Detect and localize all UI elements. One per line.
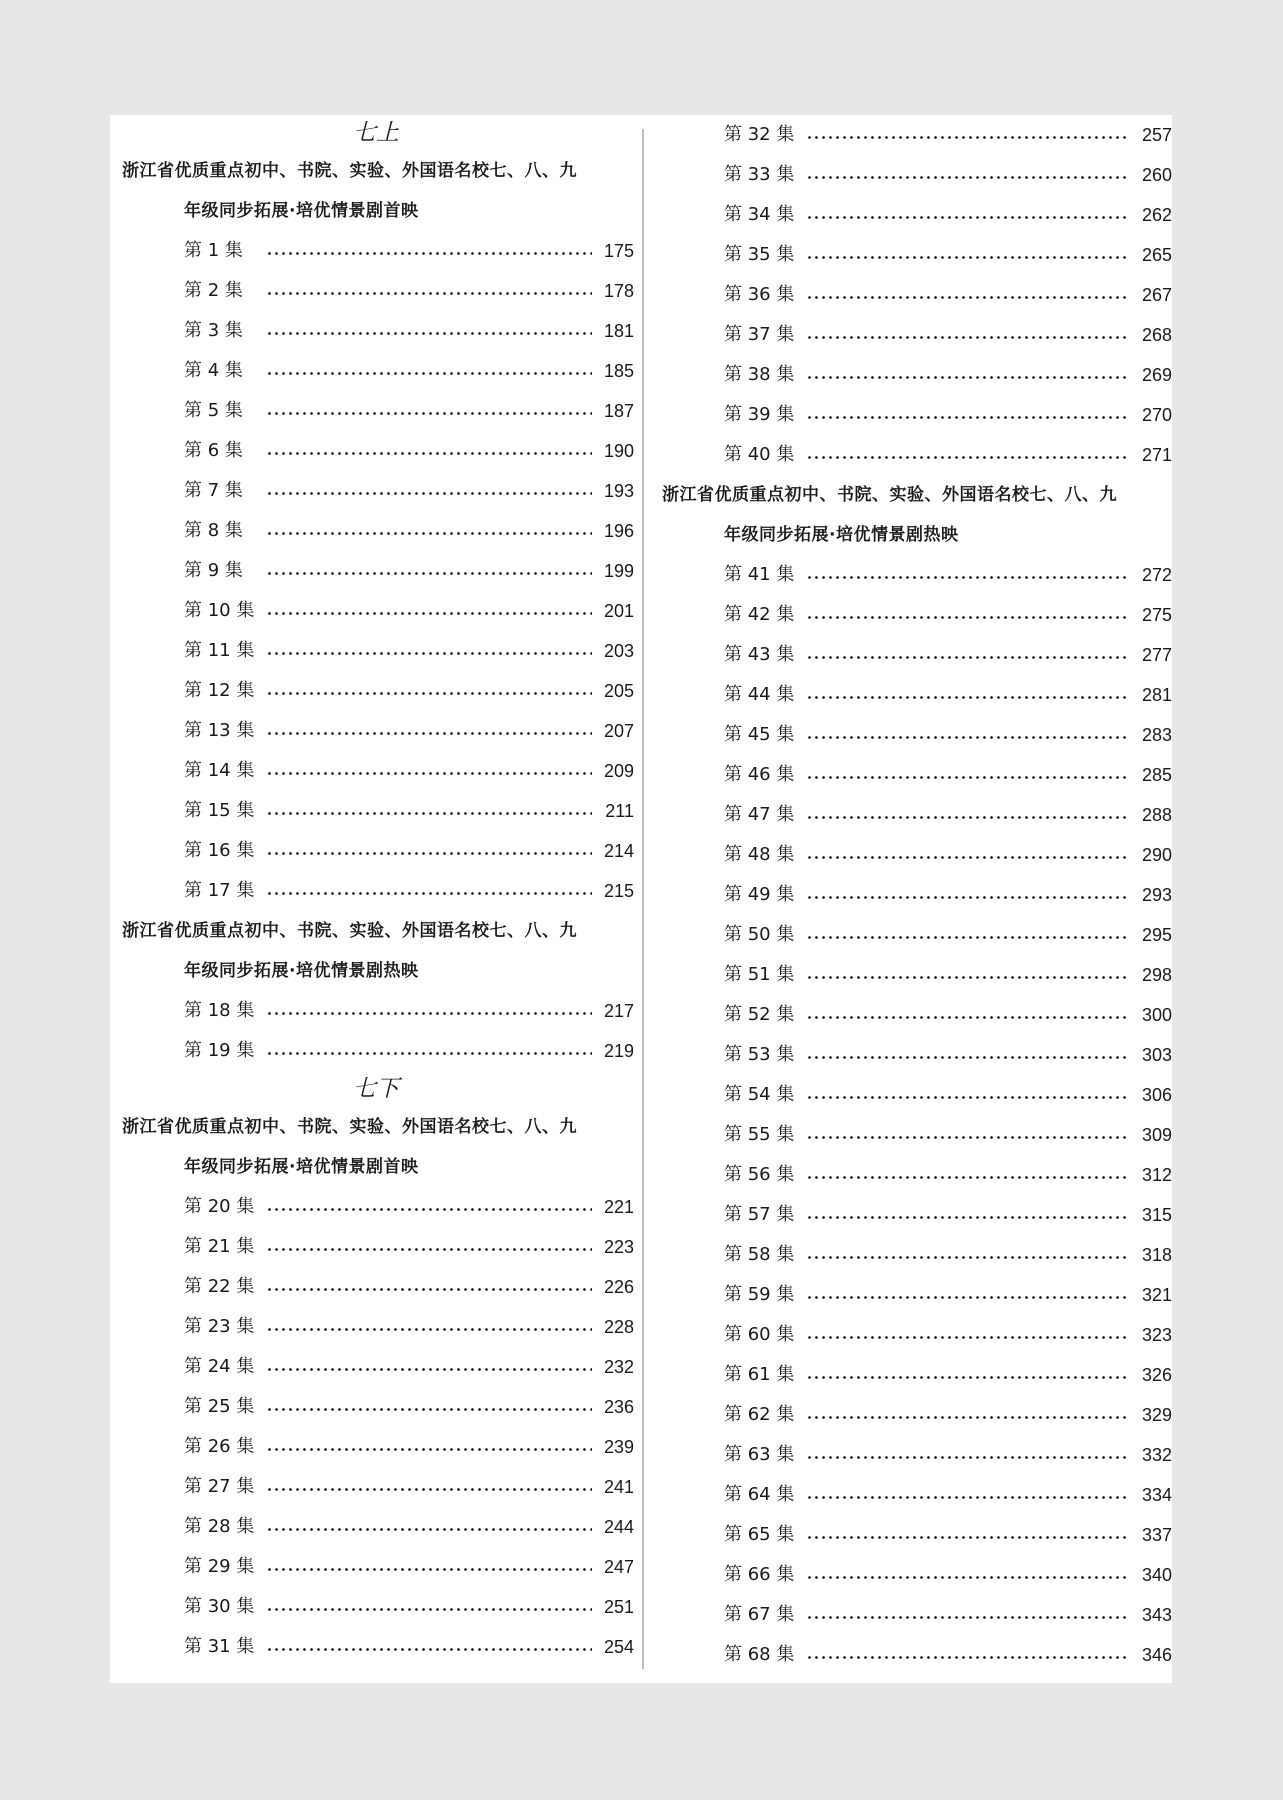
toc-entry[interactable] bbox=[724, 875, 1172, 915]
page-number: 209 bbox=[603, 761, 634, 781]
section-title: 七下 bbox=[353, 1076, 399, 1102]
page-number: 332 bbox=[1141, 1445, 1172, 1465]
page-number: 346 bbox=[1141, 1645, 1172, 1665]
page-number: 251 bbox=[603, 1597, 634, 1617]
toc-entry[interactable] bbox=[724, 1355, 1172, 1395]
page-number: 300 bbox=[1141, 1005, 1172, 1025]
dot-leader bbox=[806, 1456, 1130, 1459]
episode-label: 第 1 集 bbox=[184, 240, 243, 261]
section-heading-line1: 浙江省优质重点初中、书院、实验、外国语名校七、八、九 bbox=[122, 161, 577, 181]
page-number: 244 bbox=[603, 1517, 634, 1537]
toc-entry[interactable] bbox=[724, 1035, 1172, 1075]
episode-label: 第 50 集 bbox=[724, 924, 795, 945]
toc-entry[interactable] bbox=[184, 431, 634, 471]
dot-leader bbox=[806, 376, 1130, 379]
dot-leader bbox=[266, 1208, 592, 1211]
dot-leader bbox=[806, 1336, 1130, 1339]
episode-label: 第 25 集 bbox=[184, 1396, 255, 1417]
episode-label: 第 14 集 bbox=[184, 760, 255, 781]
page-number: 232 bbox=[603, 1357, 634, 1377]
dot-leader bbox=[806, 256, 1130, 259]
toc-entry[interactable] bbox=[184, 391, 634, 431]
dot-leader bbox=[266, 692, 592, 695]
page-number: 288 bbox=[1141, 805, 1172, 825]
dot-leader bbox=[806, 456, 1130, 459]
dot-leader bbox=[806, 1096, 1130, 1099]
dot-leader bbox=[266, 892, 592, 895]
episode-label: 第 2 集 bbox=[184, 280, 243, 301]
toc-entry[interactable] bbox=[184, 271, 634, 311]
toc-entry[interactable] bbox=[184, 551, 634, 591]
episode-label: 第 20 集 bbox=[184, 1196, 255, 1217]
page-number: 254 bbox=[603, 1637, 634, 1657]
episode-label: 第 9 集 bbox=[184, 560, 243, 581]
episode-label: 第 3 集 bbox=[184, 320, 243, 341]
section-title: 七上 bbox=[353, 120, 399, 146]
dot-leader bbox=[266, 812, 592, 815]
section-heading-line1: 浙江省优质重点初中、书院、实验、外国语名校七、八、九 bbox=[122, 1117, 577, 1137]
dot-leader bbox=[806, 416, 1130, 419]
dot-leader bbox=[806, 1176, 1130, 1179]
episode-label: 第 33 集 bbox=[724, 164, 795, 185]
page-number: 271 bbox=[1141, 445, 1172, 465]
toc-entry[interactable] bbox=[724, 555, 1172, 595]
episode-label: 第 11 集 bbox=[184, 640, 255, 661]
page-number: 203 bbox=[603, 641, 634, 661]
page-number: 293 bbox=[1141, 885, 1172, 905]
toc-entry[interactable] bbox=[724, 1395, 1172, 1435]
page-number: 303 bbox=[1141, 1045, 1172, 1065]
toc-entry[interactable] bbox=[724, 275, 1172, 315]
toc-entry[interactable] bbox=[184, 631, 634, 671]
dot-leader bbox=[266, 652, 592, 655]
dot-leader bbox=[266, 1528, 592, 1531]
dot-leader bbox=[266, 1328, 592, 1331]
dot-leader bbox=[266, 732, 592, 735]
episode-label: 第 46 集 bbox=[724, 764, 795, 785]
toc-entry[interactable] bbox=[724, 595, 1172, 635]
page-number: 214 bbox=[603, 841, 634, 861]
episode-label: 第 27 集 bbox=[184, 1476, 255, 1497]
toc-entry[interactable] bbox=[184, 591, 634, 631]
page-number: 241 bbox=[603, 1477, 634, 1497]
page-number: 334 bbox=[1141, 1485, 1172, 1505]
episode-label: 第 60 集 bbox=[724, 1324, 795, 1345]
toc-page bbox=[110, 115, 1172, 1683]
dot-leader bbox=[806, 1136, 1130, 1139]
toc-entry[interactable] bbox=[184, 1347, 634, 1387]
section-heading-line2: 年级同步拓展·培优情景剧热映 bbox=[184, 961, 419, 981]
toc-entry[interactable] bbox=[724, 235, 1172, 275]
toc-entry[interactable] bbox=[724, 1555, 1172, 1595]
episode-label: 第 48 集 bbox=[724, 844, 795, 865]
episode-label: 第 58 集 bbox=[724, 1244, 795, 1265]
page-number: 196 bbox=[603, 521, 634, 541]
page-number: 306 bbox=[1141, 1085, 1172, 1105]
dot-leader bbox=[806, 1056, 1130, 1059]
dot-leader bbox=[806, 136, 1130, 139]
dot-leader bbox=[806, 656, 1130, 659]
dot-leader bbox=[266, 1408, 592, 1411]
episode-label: 第 23 集 bbox=[184, 1316, 255, 1337]
dot-leader bbox=[266, 1248, 592, 1251]
episode-label: 第 28 集 bbox=[184, 1516, 255, 1537]
dot-leader bbox=[806, 976, 1130, 979]
page-number: 190 bbox=[603, 441, 634, 461]
toc-entry[interactable] bbox=[724, 1115, 1172, 1155]
toc-entry[interactable] bbox=[724, 635, 1172, 675]
toc-entry[interactable] bbox=[724, 115, 1172, 155]
dot-leader bbox=[266, 1288, 592, 1291]
page-number: 295 bbox=[1141, 925, 1172, 945]
episode-label: 第 29 集 bbox=[184, 1556, 255, 1577]
dot-leader bbox=[266, 612, 592, 615]
toc-entry[interactable] bbox=[724, 1275, 1172, 1315]
page-number: 185 bbox=[603, 361, 634, 381]
toc-entry[interactable] bbox=[724, 915, 1172, 955]
episode-label: 第 13 集 bbox=[184, 720, 255, 741]
toc-entry[interactable] bbox=[724, 675, 1172, 715]
episode-label: 第 53 集 bbox=[724, 1044, 795, 1065]
section-heading-line1: 浙江省优质重点初中、书院、实验、外国语名校七、八、九 bbox=[662, 485, 1117, 505]
episode-label: 第 51 集 bbox=[724, 964, 795, 985]
page-number: 285 bbox=[1141, 765, 1172, 785]
dot-leader bbox=[806, 1376, 1130, 1379]
dot-leader bbox=[266, 1368, 592, 1371]
episode-label: 第 26 集 bbox=[184, 1436, 255, 1457]
dot-leader bbox=[266, 772, 592, 775]
page-number: 201 bbox=[603, 601, 634, 621]
dot-leader bbox=[266, 1648, 592, 1651]
page-number: 223 bbox=[603, 1237, 634, 1257]
episode-label: 第 7 集 bbox=[184, 480, 243, 501]
dot-leader bbox=[806, 696, 1130, 699]
dot-leader bbox=[266, 1012, 592, 1015]
episode-label: 第 65 集 bbox=[724, 1524, 795, 1545]
page-number: 219 bbox=[603, 1041, 634, 1061]
toc-entry[interactable] bbox=[724, 1315, 1172, 1355]
section-heading-line2: 年级同步拓展·培优情景剧首映 bbox=[184, 201, 419, 221]
episode-label: 第 49 集 bbox=[724, 884, 795, 905]
section-heading-line2: 年级同步拓展·培优情景剧首映 bbox=[184, 1157, 419, 1177]
episode-label: 第 4 集 bbox=[184, 360, 243, 381]
toc-entry[interactable] bbox=[184, 871, 634, 911]
episode-label: 第 17 集 bbox=[184, 880, 255, 901]
toc-entry[interactable] bbox=[724, 955, 1172, 995]
dot-leader bbox=[806, 1216, 1130, 1219]
dot-leader bbox=[266, 492, 592, 495]
page-number: 181 bbox=[603, 321, 634, 341]
page-number: 272 bbox=[1141, 565, 1172, 585]
page-number: 309 bbox=[1141, 1125, 1172, 1145]
dot-leader bbox=[266, 332, 592, 335]
episode-label: 第 5 集 bbox=[184, 400, 243, 421]
toc-entry[interactable] bbox=[184, 671, 634, 711]
dot-leader bbox=[806, 896, 1130, 899]
episode-label: 第 42 集 bbox=[724, 604, 795, 625]
page-number: 221 bbox=[603, 1197, 634, 1217]
dot-leader bbox=[266, 1448, 592, 1451]
dot-leader bbox=[266, 452, 592, 455]
episode-label: 第 45 集 bbox=[724, 724, 795, 745]
toc-entry[interactable] bbox=[724, 1155, 1172, 1195]
toc-entry[interactable] bbox=[184, 1547, 634, 1587]
episode-label: 第 41 集 bbox=[724, 564, 795, 585]
episode-label: 第 68 集 bbox=[724, 1644, 795, 1665]
page-number: 318 bbox=[1141, 1245, 1172, 1265]
toc-entry[interactable] bbox=[724, 155, 1172, 195]
page-number: 247 bbox=[603, 1557, 634, 1577]
episode-label: 第 22 集 bbox=[184, 1276, 255, 1297]
dot-leader bbox=[266, 532, 592, 535]
episode-label: 第 10 集 bbox=[184, 600, 255, 621]
toc-entry[interactable] bbox=[724, 1635, 1172, 1675]
page-number: 312 bbox=[1141, 1165, 1172, 1185]
section-heading-line1: 浙江省优质重点初中、书院、实验、外国语名校七、八、九 bbox=[122, 921, 577, 941]
page-number: 239 bbox=[603, 1437, 634, 1457]
toc-entry[interactable] bbox=[724, 755, 1172, 795]
dot-leader bbox=[266, 412, 592, 415]
episode-label: 第 47 集 bbox=[724, 804, 795, 825]
page-number: 207 bbox=[603, 721, 634, 741]
toc-entry[interactable] bbox=[724, 1075, 1172, 1115]
toc-entry[interactable] bbox=[724, 1235, 1172, 1275]
section-heading-line2: 年级同步拓展·培优情景剧热映 bbox=[724, 525, 959, 545]
page-number: 211 bbox=[605, 801, 634, 821]
toc-entry[interactable] bbox=[184, 1187, 634, 1227]
toc-entry[interactable] bbox=[184, 751, 634, 791]
page-number: 277 bbox=[1141, 645, 1172, 665]
episode-label: 第 12 集 bbox=[184, 680, 255, 701]
dot-leader bbox=[806, 616, 1130, 619]
episode-label: 第 6 集 bbox=[184, 440, 243, 461]
dot-leader bbox=[806, 176, 1130, 179]
episode-label: 第 18 集 bbox=[184, 1000, 255, 1021]
dot-leader bbox=[266, 1568, 592, 1571]
toc-entry[interactable] bbox=[724, 1475, 1172, 1515]
page-number: 290 bbox=[1141, 845, 1172, 865]
page-number: 268 bbox=[1141, 325, 1172, 345]
dot-leader bbox=[266, 1052, 592, 1055]
toc-entry[interactable] bbox=[724, 395, 1172, 435]
episode-label: 第 16 集 bbox=[184, 840, 255, 861]
page-number: 340 bbox=[1141, 1565, 1172, 1585]
page-number: 178 bbox=[603, 281, 634, 301]
toc-entry[interactable] bbox=[724, 1595, 1172, 1635]
toc-entry[interactable] bbox=[184, 1507, 634, 1547]
dot-leader bbox=[266, 1488, 592, 1491]
dot-leader bbox=[806, 1256, 1130, 1259]
page-number: 262 bbox=[1141, 205, 1172, 225]
page-number: 199 bbox=[603, 561, 634, 581]
episode-label: 第 38 集 bbox=[724, 364, 795, 385]
episode-label: 第 62 集 bbox=[724, 1404, 795, 1425]
page-number: 315 bbox=[1141, 1205, 1172, 1225]
toc-entry[interactable] bbox=[724, 715, 1172, 755]
page-number: 323 bbox=[1141, 1325, 1172, 1345]
page-number: 205 bbox=[603, 681, 634, 701]
page-number: 228 bbox=[603, 1317, 634, 1337]
page-number: 321 bbox=[1141, 1285, 1172, 1305]
toc-entry[interactable] bbox=[184, 1627, 634, 1667]
episode-label: 第 19 集 bbox=[184, 1040, 255, 1061]
episode-label: 第 35 集 bbox=[724, 244, 795, 265]
dot-leader bbox=[806, 1416, 1130, 1419]
dot-leader bbox=[266, 292, 592, 295]
episode-label: 第 30 集 bbox=[184, 1596, 255, 1617]
dot-leader bbox=[806, 296, 1130, 299]
toc-entry[interactable] bbox=[724, 355, 1172, 395]
page-number: 270 bbox=[1141, 405, 1172, 425]
page-number: 337 bbox=[1141, 1525, 1172, 1545]
page-number: 193 bbox=[603, 481, 634, 501]
dot-leader bbox=[806, 1576, 1130, 1579]
toc-entry[interactable] bbox=[184, 991, 634, 1031]
page-number: 269 bbox=[1141, 365, 1172, 385]
page-number: 275 bbox=[1141, 605, 1172, 625]
episode-label: 第 52 集 bbox=[724, 1004, 795, 1025]
page-number: 326 bbox=[1141, 1365, 1172, 1385]
dot-leader bbox=[806, 936, 1130, 939]
episode-label: 第 64 集 bbox=[724, 1484, 795, 1505]
dot-leader bbox=[806, 856, 1130, 859]
dot-leader bbox=[806, 1496, 1130, 1499]
toc-entry[interactable] bbox=[184, 1387, 634, 1427]
toc-entry[interactable] bbox=[724, 795, 1172, 835]
toc-entry[interactable] bbox=[184, 231, 634, 271]
episode-label: 第 44 集 bbox=[724, 684, 795, 705]
dot-leader bbox=[806, 1536, 1130, 1539]
episode-label: 第 8 集 bbox=[184, 520, 243, 541]
toc-entry[interactable] bbox=[184, 1427, 634, 1467]
episode-label: 第 36 集 bbox=[724, 284, 795, 305]
dot-leader bbox=[806, 816, 1130, 819]
episode-label: 第 24 集 bbox=[184, 1356, 255, 1377]
page-number: 260 bbox=[1141, 165, 1172, 185]
page-number: 236 bbox=[603, 1397, 634, 1417]
episode-label: 第 32 集 bbox=[724, 124, 795, 145]
dot-leader bbox=[806, 736, 1130, 739]
page-number: 257 bbox=[1141, 125, 1172, 145]
dot-leader bbox=[806, 576, 1130, 579]
dot-leader bbox=[806, 1296, 1130, 1299]
toc-entry[interactable] bbox=[184, 1467, 634, 1507]
dot-leader bbox=[266, 572, 592, 575]
toc-entry[interactable] bbox=[184, 511, 634, 551]
toc-entry[interactable] bbox=[724, 835, 1172, 875]
episode-label: 第 67 集 bbox=[724, 1604, 795, 1625]
toc-entry[interactable] bbox=[184, 311, 634, 351]
episode-label: 第 34 集 bbox=[724, 204, 795, 225]
episode-label: 第 39 集 bbox=[724, 404, 795, 425]
dot-leader bbox=[806, 1616, 1130, 1619]
toc-entry[interactable] bbox=[184, 351, 634, 391]
dot-leader bbox=[266, 1608, 592, 1611]
episode-label: 第 31 集 bbox=[184, 1636, 255, 1657]
dot-leader bbox=[266, 372, 592, 375]
page-number: 215 bbox=[603, 881, 634, 901]
toc-entry[interactable] bbox=[724, 195, 1172, 235]
page-number: 175 bbox=[603, 241, 634, 261]
dot-leader bbox=[806, 216, 1130, 219]
episode-label: 第 54 集 bbox=[724, 1084, 795, 1105]
page-number: 329 bbox=[1141, 1405, 1172, 1425]
episode-label: 第 37 集 bbox=[724, 324, 795, 345]
page-number: 283 bbox=[1141, 725, 1172, 745]
toc-entry[interactable] bbox=[724, 315, 1172, 355]
dot-leader bbox=[806, 1656, 1130, 1659]
toc-entry[interactable] bbox=[184, 831, 634, 871]
dot-leader bbox=[806, 776, 1130, 779]
column-divider bbox=[642, 129, 644, 1669]
page-number: 267 bbox=[1141, 285, 1172, 305]
dot-leader bbox=[266, 852, 592, 855]
toc-entry[interactable] bbox=[184, 1307, 634, 1347]
episode-label: 第 40 集 bbox=[724, 444, 795, 465]
dot-leader bbox=[806, 1016, 1130, 1019]
page-number: 343 bbox=[1141, 1605, 1172, 1625]
dot-leader bbox=[806, 336, 1130, 339]
toc-entry[interactable] bbox=[184, 1227, 634, 1267]
toc-entry[interactable] bbox=[184, 1031, 634, 1071]
toc-entry[interactable] bbox=[184, 471, 634, 511]
toc-entry[interactable] bbox=[724, 435, 1172, 475]
toc-entry[interactable] bbox=[184, 1587, 634, 1627]
episode-label: 第 21 集 bbox=[184, 1236, 255, 1257]
episode-label: 第 66 集 bbox=[724, 1564, 795, 1585]
toc-entry[interactable] bbox=[724, 1195, 1172, 1235]
dot-leader bbox=[266, 252, 592, 255]
toc-entry[interactable] bbox=[724, 1515, 1172, 1555]
page-number: 265 bbox=[1141, 245, 1172, 265]
episode-label: 第 15 集 bbox=[184, 800, 255, 821]
toc-entry[interactable] bbox=[724, 1435, 1172, 1475]
page-number: 217 bbox=[603, 1001, 634, 1021]
toc-entry[interactable] bbox=[184, 791, 634, 831]
page-number: 187 bbox=[603, 401, 634, 421]
page-number: 298 bbox=[1141, 965, 1172, 985]
toc-entry[interactable] bbox=[724, 995, 1172, 1035]
page-number: 281 bbox=[1141, 685, 1172, 705]
episode-label: 第 59 集 bbox=[724, 1284, 795, 1305]
episode-label: 第 43 集 bbox=[724, 644, 795, 665]
episode-label: 第 57 集 bbox=[724, 1204, 795, 1225]
episode-label: 第 61 集 bbox=[724, 1364, 795, 1385]
page-number: 226 bbox=[603, 1277, 634, 1297]
episode-label: 第 55 集 bbox=[724, 1124, 795, 1145]
episode-label: 第 63 集 bbox=[724, 1444, 795, 1465]
toc-entry[interactable] bbox=[184, 711, 634, 751]
episode-label: 第 56 集 bbox=[724, 1164, 795, 1185]
toc-entry[interactable] bbox=[184, 1267, 634, 1307]
